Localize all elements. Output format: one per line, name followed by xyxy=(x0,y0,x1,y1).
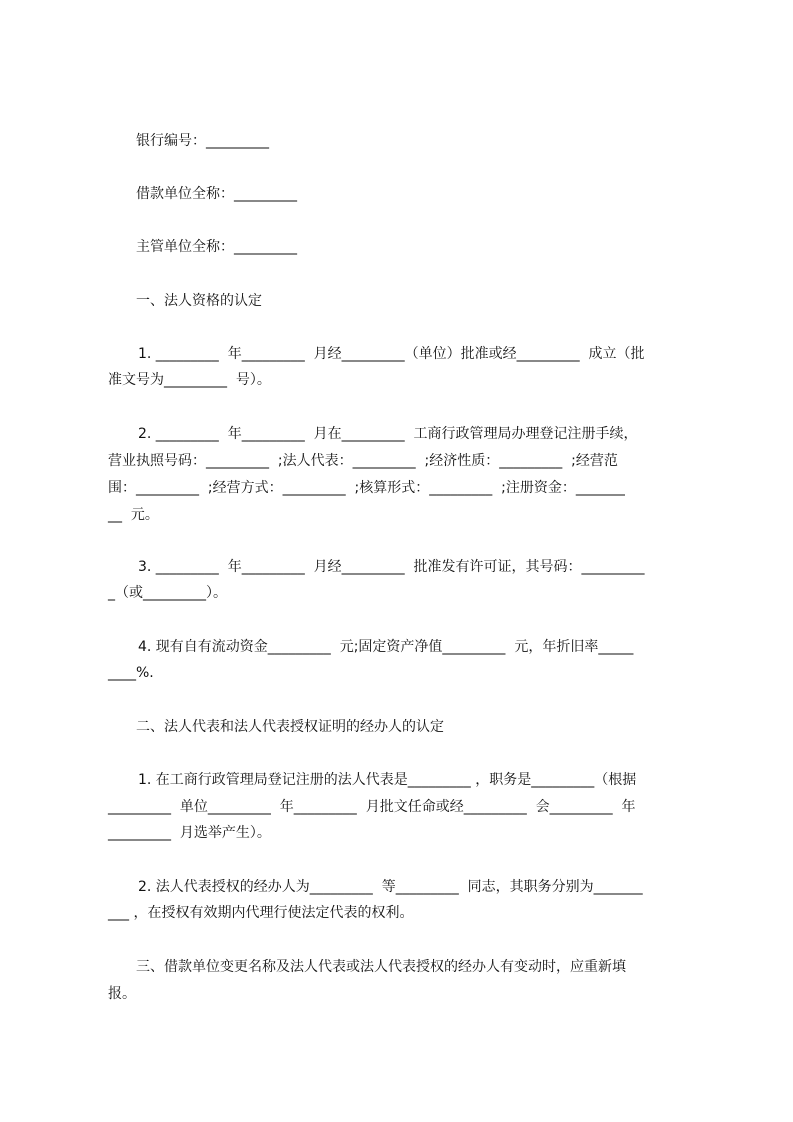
section2-item2-line1: 2. 法人代表授权的经办人为_________ 等_________ 同志，其职务分别为_______ xyxy=(138,879,643,895)
section1-heading: 一、法人资格的认定 xyxy=(136,293,262,309)
section1-item3-line2: _（或_________）。 xyxy=(108,585,227,601)
section3-line1: 三、借款单位变更名称及法人代表或法人代表授权的经办人有变动时，应重新填 xyxy=(136,959,626,975)
section1-item4-line2: ____%. xyxy=(108,665,154,681)
section3-line2: 报。 xyxy=(108,986,136,1002)
section1-item1-line2: 准文号为_________ 号）。 xyxy=(108,372,271,388)
section2-item2-line2: ___ ，在授权有效期内代理行使法定代表的权利。 xyxy=(108,905,414,921)
section2-heading: 二、法人代表和法人代表授权证明的经办人的认定 xyxy=(136,719,444,735)
section1-item2-line3: 围：_________ ;经营方式：_________ ;核算形式：_________ ;注册资金：_______ xyxy=(108,480,625,496)
section1-item2-line4: __ 元。 xyxy=(108,507,159,523)
section1-item1-line1: 1. _________ 年_________ 月经_________（单位）批准或经_________ 成立（批 xyxy=(138,346,645,362)
section2-item1-line1: 1. 在工商行政管理局登记注册的法人代表是_________ ，职务是_________（根据 xyxy=(138,772,637,788)
bank-number-field: 银行编号：_________ xyxy=(136,133,269,149)
borrower-full-name-field: 借款单位全称：_________ xyxy=(136,186,297,202)
supervisor-full-name-field: 主管单位全称：_________ xyxy=(136,239,297,255)
section2-item1-line2: _________ 单位_________ 年_________ 月批文任命或经_________ 会_________ 年 xyxy=(108,799,636,815)
section1-item3-line1: 3. _________ 年_________ 月经_________ 批准发有许可证，其号码：_________ xyxy=(138,559,645,575)
section1-item2-line1: 2. _________ 年_________ 月在_________ 工商行政管理局办理登记注册手续， xyxy=(138,426,638,442)
section1-item2-line2: 营业执照号码：_________ ;法人代表：_________ ;经济性质：_________ ;经营范 xyxy=(108,453,618,469)
section1-item4-line1: 4. 现有自有流动资金_________ 元;固定资产净值_________ 元，年折旧率_____ xyxy=(138,639,634,655)
section2-item1-line3: _________ 月选举产生）。 xyxy=(108,825,271,841)
